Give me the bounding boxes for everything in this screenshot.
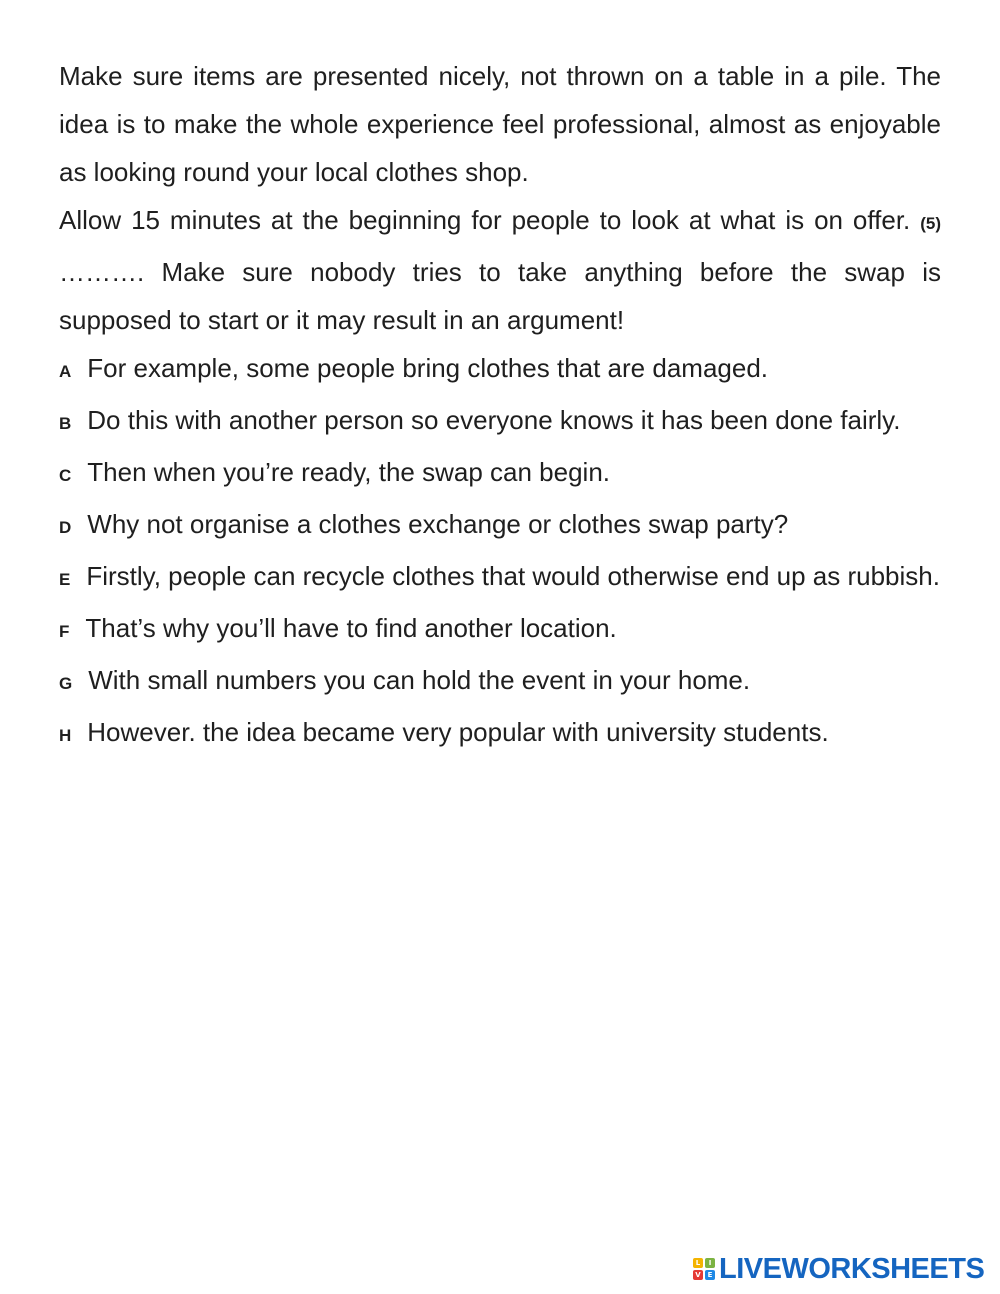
option-e xyxy=(59,552,941,604)
option-g xyxy=(59,656,941,708)
paragraph-gap-5 xyxy=(59,196,941,344)
gap-number: (5) xyxy=(920,214,941,233)
option-letter: E xyxy=(59,570,71,589)
option-text: Then when you’re ready, the swap can begin. xyxy=(87,457,611,487)
option-d xyxy=(59,500,941,552)
option-text: However. the idea became very popular with university students. xyxy=(87,717,829,747)
option-a xyxy=(59,344,941,396)
logo-mark-cell: V xyxy=(693,1270,703,1280)
logo-text: LIVEWORKSHEETS xyxy=(719,1252,985,1285)
liveworksheets-logo[interactable] xyxy=(693,1254,984,1284)
option-text: For example, some people bring clothes that are damaged. xyxy=(87,353,769,383)
option-letter: H xyxy=(59,726,72,745)
option-letter: D xyxy=(59,518,72,537)
gap-text-before: Allow 15 minutes at the beginning for people to look at what is on offer. xyxy=(59,205,921,235)
option-c xyxy=(59,448,941,500)
option-letter: C xyxy=(59,466,72,485)
option-text: Firstly, people can recycle clothes that would otherwise end up as rubbish. xyxy=(86,561,940,591)
option-text: With small numbers you can hold the event in your home. xyxy=(88,665,751,695)
option-b xyxy=(59,396,941,448)
option-h xyxy=(59,708,941,760)
gap-text-after: Make sure nobody tries to take anything before the swap is supposed to start or it may result in an argument! xyxy=(59,257,941,335)
option-text: Why not organise a clothes exchange or clothes swap party? xyxy=(87,509,789,539)
option-f xyxy=(59,604,941,656)
gap-5-blank[interactable]: ………. xyxy=(59,257,145,287)
paragraph-presentation: Make sure items are presented nicely, not thrown on a table in a pile. The idea is to make the whole experience feel professional, almost as enjoyable as looking round your local clothes shop. xyxy=(59,61,941,187)
option-letter: B xyxy=(59,414,72,433)
worksheet-content xyxy=(59,52,941,760)
option-letter: G xyxy=(59,674,73,693)
option-letter: A xyxy=(59,362,72,381)
logo-mark-cell: L xyxy=(693,1258,703,1268)
option-text: Do this with another person so everyone knows it has been done fairly. xyxy=(87,405,901,435)
option-text: That’s why you’ll have to find another location. xyxy=(85,613,617,643)
logo-mark-icon xyxy=(693,1258,715,1280)
option-letter: F xyxy=(59,622,70,641)
logo-mark-cell: I xyxy=(705,1258,715,1268)
logo-mark-cell: E xyxy=(705,1270,715,1280)
